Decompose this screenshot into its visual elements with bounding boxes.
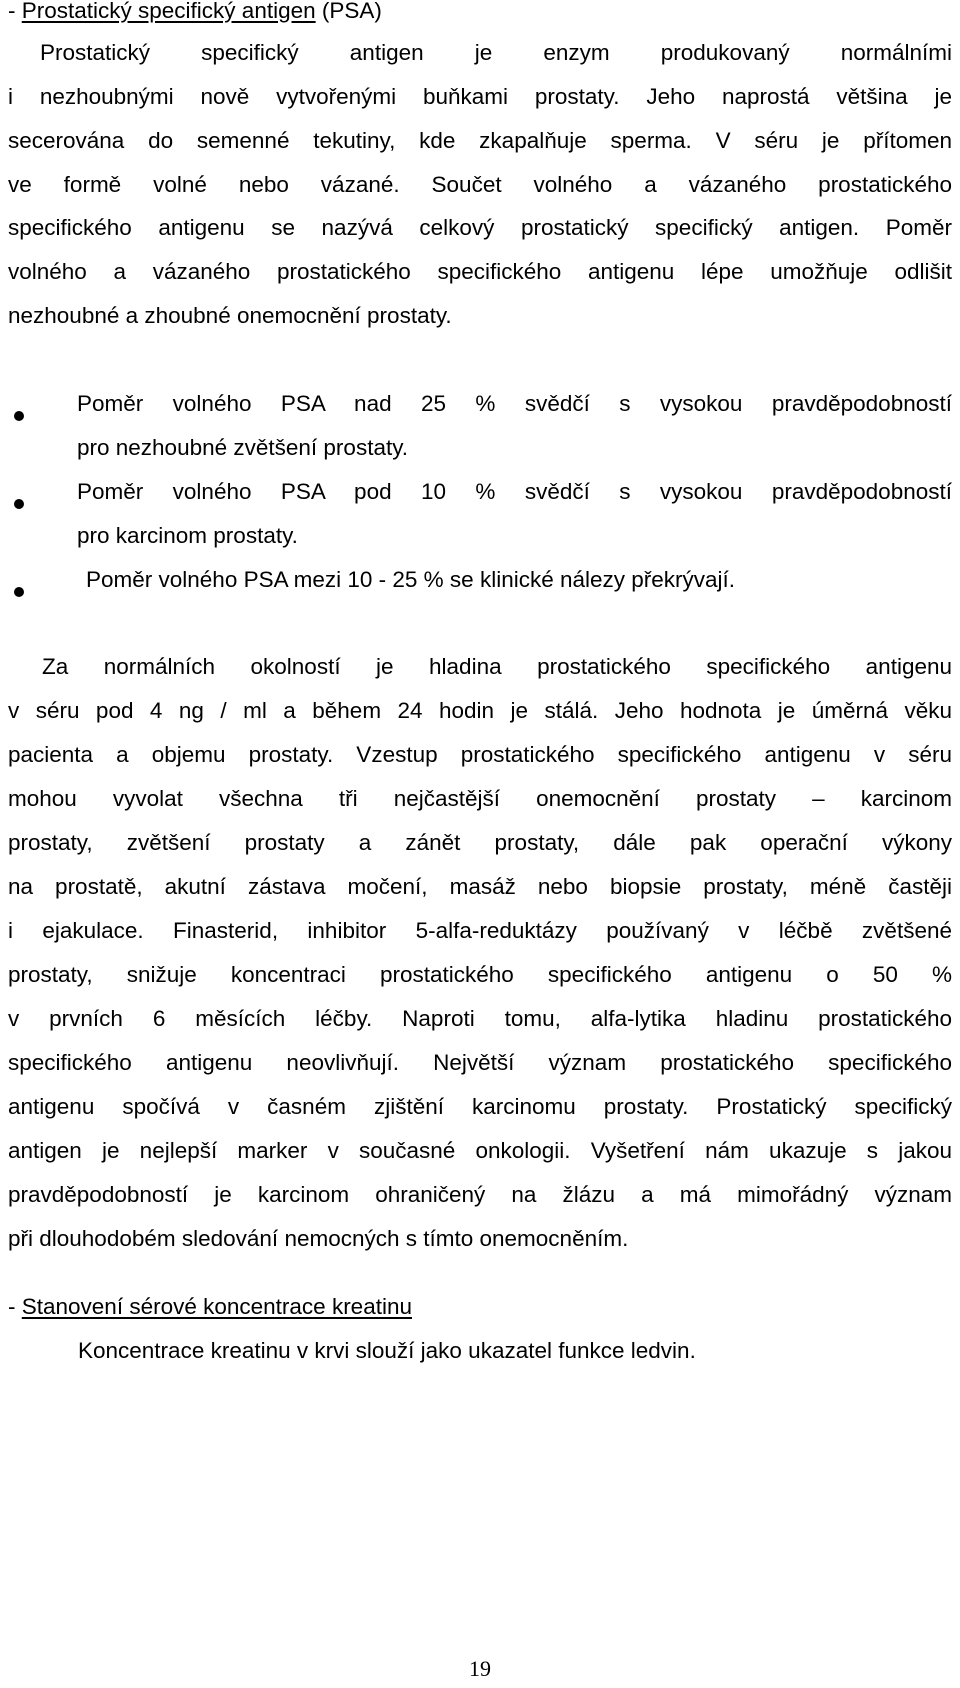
- heading-psa-suffix: (PSA): [315, 0, 382, 23]
- bullet-icon: [14, 499, 24, 509]
- section-heading-creatine: [8, 1292, 952, 1322]
- page-number: 19: [469, 1656, 491, 1681]
- heading-creatine-title: Stanovení sérové koncentrace kreatinu: [21, 1294, 412, 1319]
- section-heading-psa: [8, 0, 952, 26]
- bullet-line: Poměr volného PSA mezi 10 - 25 % se klinické nálezy překrývají.: [86, 567, 736, 592]
- paragraph-line: nezhoubné a zhoubné onemocnění prostaty.: [8, 303, 452, 328]
- paragraph-line: volného a vázaného prostatického specifického antigenu lépe umožňuje odlišit: [8, 259, 952, 284]
- heading-psa-title: Prostatický specifický antigen: [21, 0, 316, 23]
- paragraph-line: pravděpodobností je karcinom ohraničený na žlázu a má mimořádný význam: [8, 1182, 952, 1207]
- bullet-line: Poměr volného PSA pod 10 % svědčí s vysokou pravděpodobností: [77, 479, 952, 504]
- paragraph-line: ve formě volné nebo vázané. Součet volného a vázaného prostatického: [8, 172, 952, 197]
- heading-dash: -: [8, 1294, 22, 1319]
- paragraph-line: v prvních 6 měsících léčby. Naproti tomu, alfa-lytika hladinu prostatického: [8, 1006, 952, 1031]
- paragraph-line: pacienta a objemu prostaty. Vzestup prostatického specifického antigenu v séru: [8, 742, 952, 767]
- bullet-line: pro karcinom prostaty.: [77, 523, 298, 548]
- paragraph-line: i nezhoubnými nově vytvořenými buňkami prostaty. Jeho naprostá většina je: [8, 84, 952, 109]
- bullet-icon: [14, 411, 24, 421]
- paragraph-line: secerována do semenné tekutiny, kde zkapalňuje sperma. V séru je přítomen: [8, 128, 952, 153]
- section2-text: Koncentrace kreatinu v krvi slouží jako ukazatel funkce ledvin.: [78, 1338, 696, 1363]
- paragraph-line: na prostatě, akutní zástava močení, masáž nebo biopsie prostaty, méně častěji: [8, 874, 952, 899]
- bullet-icon: [14, 587, 24, 597]
- paragraph-line: antigenu spočívá v časném zjištění karcinomu prostaty. Prostatický specifický: [8, 1094, 952, 1119]
- bullet-line: pro nezhoubné zvětšení prostaty.: [77, 435, 409, 460]
- paragraph-line: při dlouhodobém sledování nemocných s tímto onemocněním.: [8, 1226, 629, 1251]
- paragraph-line: prostaty, zvětšení prostaty a zánět prostaty, dále pak operační výkony: [8, 830, 952, 855]
- paragraph-line: antigen je nejlepší marker v současné onkologii. Vyšetření nám ukazuje s jakou: [8, 1138, 952, 1163]
- heading-dash: -: [8, 0, 22, 23]
- paragraph-line: specifického antigenu neovlivňují. Největší význam prostatického specifického: [8, 1050, 952, 1075]
- paragraph-line: v séru pod 4 ng / ml a během 24 hodin je stálá. Jeho hodnota je úměrná věku: [8, 698, 952, 723]
- paragraph-line: Za normálních okolností je hladina prostatického specifického antigenu: [42, 654, 952, 679]
- bullet-line: Poměr volného PSA nad 25 % svědčí s vysokou pravděpodobností: [77, 391, 952, 416]
- paragraph-line: specifického antigenu se nazývá celkový prostatický specifický antigen. Poměr: [8, 215, 952, 240]
- paragraph-line: Prostatický specifický antigen je enzym produkovaný normálními: [40, 40, 952, 65]
- paragraph-line: i ejakulace. Finasterid, inhibitor 5-alfa-reduktázy používaný v léčbě zvětšené: [8, 918, 952, 943]
- paragraph-line: mohou vyvolat všechna tři nejčastější onemocnění prostaty – karcinom: [8, 786, 952, 811]
- paragraph-line: prostaty, snižuje koncentraci prostatického specifického antigenu o 50 %: [8, 962, 952, 987]
